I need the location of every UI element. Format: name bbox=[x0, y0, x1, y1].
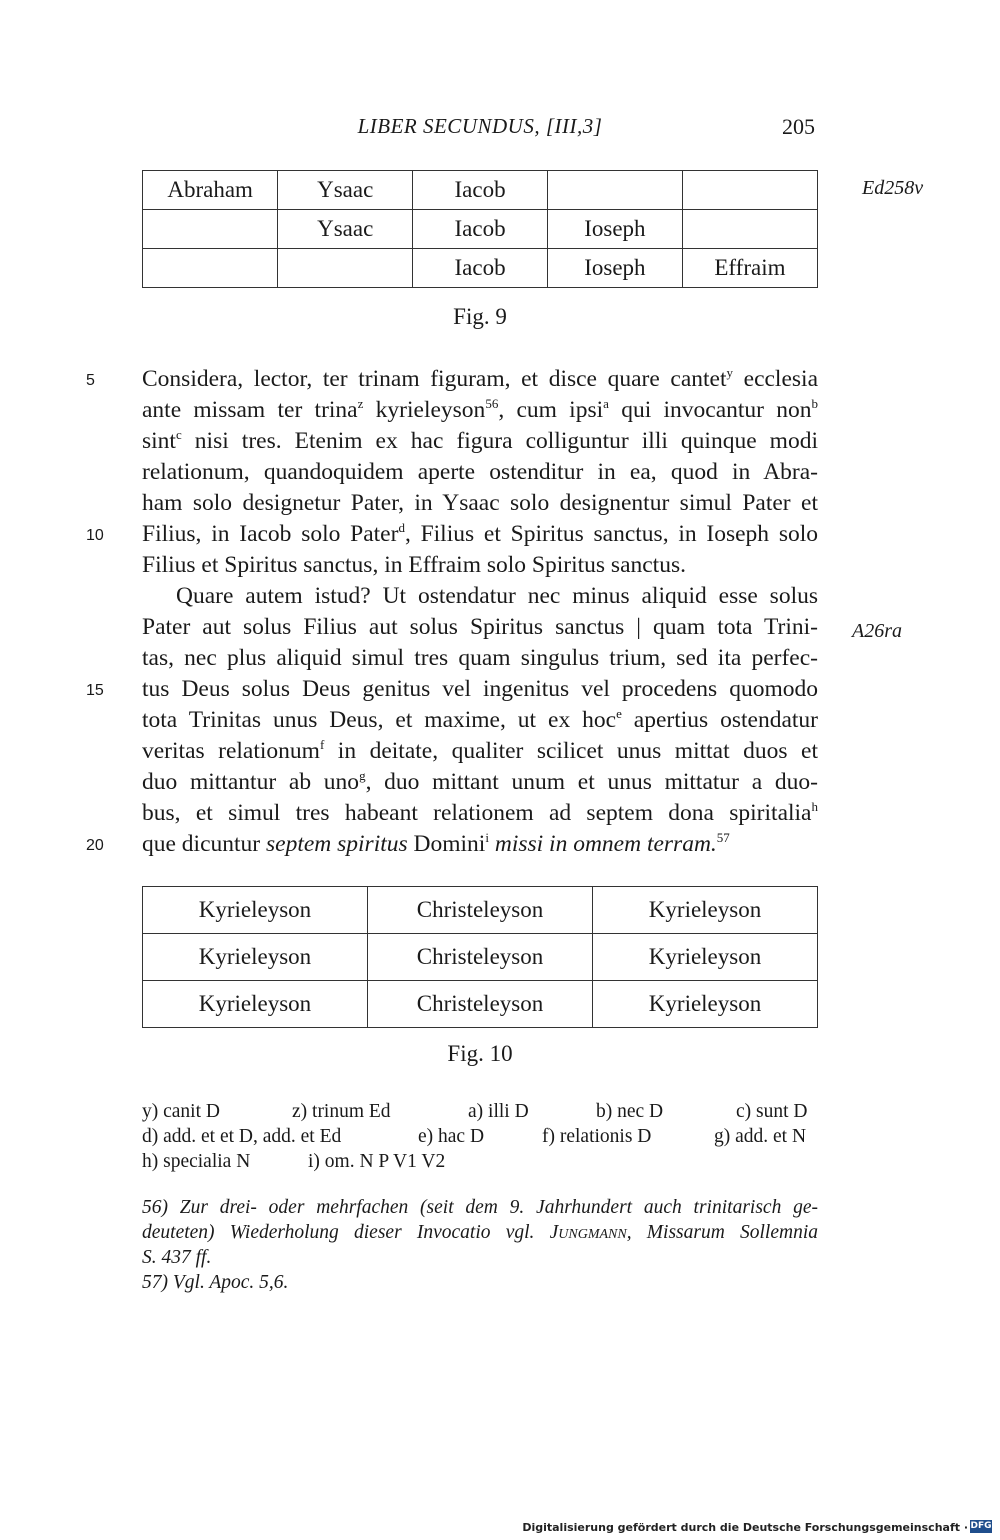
margin-note-ed258v: Ed258v bbox=[862, 177, 924, 199]
footnote-56-line bbox=[142, 1246, 818, 1270]
table-row bbox=[143, 934, 818, 981]
table-row bbox=[143, 249, 818, 288]
table-cell bbox=[682, 210, 817, 249]
margin-note-a26ra: A26ra bbox=[852, 620, 902, 642]
fig-9-table bbox=[142, 170, 818, 288]
table-cell: Kyrieleyson bbox=[593, 981, 818, 1028]
apparatus-note-f: f) relationis D bbox=[542, 1126, 652, 1147]
table-cell: Christeleyson bbox=[367, 934, 592, 981]
footnote-56-line bbox=[142, 1221, 818, 1245]
table-cell: Kyrieleyson bbox=[593, 934, 818, 981]
line-number: 5 bbox=[86, 372, 95, 389]
line-number: 15 bbox=[86, 682, 104, 699]
apparatus-note-i: i) om. N P V1 V2 bbox=[308, 1151, 446, 1172]
table-cell: Ioseph bbox=[547, 249, 682, 288]
table-cell: Christeleyson bbox=[367, 981, 592, 1028]
text-line: Considera, lector, ter trinam figuram, et disce quare cantet$^y$ ecclesia bbox=[142, 365, 818, 392]
text-line: ante missam ter trina$^z$ kyrieleyson$^{56}$, cum ipsi$^a$ qui invocantur non$^b$ bbox=[142, 396, 818, 423]
table-cell: Ysaac bbox=[278, 210, 413, 249]
author-name: Jungmann bbox=[549, 1222, 627, 1243]
apparatus-note-y: y) canit D bbox=[142, 1101, 220, 1122]
line-number: 10 bbox=[86, 527, 104, 544]
table-cell bbox=[682, 171, 817, 210]
footnote-text: 57) Vgl. Apoc. 5,6. bbox=[142, 1272, 289, 1293]
apparatus-note-e: e) hac D bbox=[418, 1126, 485, 1147]
apparatus-note-c: c) sunt D bbox=[736, 1101, 808, 1122]
table-cell bbox=[143, 249, 278, 288]
table-cell: Iacob bbox=[413, 249, 548, 288]
dfg-logo: DFG bbox=[970, 1521, 992, 1531]
text-line: tota Trinitas unus Deus, et maxime, ut ex hoc$^e$ apertius ostendatur bbox=[142, 706, 818, 733]
table-cell: Iacob bbox=[413, 171, 548, 210]
text-line: Filius, in Iacob solo Pater$^d$, Filius et Spiritus sanctus, in Ioseph solo bbox=[142, 520, 818, 547]
apparatus-note-a: a) illi D bbox=[468, 1101, 529, 1122]
text-line: que dicuntur septem spiritus Domini$^i$ missi in omnem terram.$^{57}$ bbox=[142, 830, 730, 857]
page-number: 205 bbox=[782, 114, 815, 139]
table-cell: Kyrieleyson bbox=[143, 887, 368, 934]
fig-10-table bbox=[142, 886, 818, 1028]
table-cell: Kyrieleyson bbox=[143, 981, 368, 1028]
table-row bbox=[143, 210, 818, 249]
table-cell bbox=[143, 210, 278, 249]
apparatus-note-d: d) add. et et D, add. et Ed bbox=[142, 1126, 342, 1147]
text-line: tus Deus solus Deus genitus vel ingenitus vel procedens quomodo bbox=[142, 676, 818, 702]
table-cell: Kyrieleyson bbox=[143, 934, 368, 981]
fig-10-caption: Fig. 10 bbox=[447, 1041, 513, 1066]
table-cell: Christeleyson bbox=[367, 887, 592, 934]
digitization-credit: Digitalisierung gefördert durch die Deutsche Forschungsgemeinschaft · bbox=[522, 1521, 968, 1534]
footnote-56-line bbox=[142, 1196, 818, 1220]
text-line: ham solo designetur Pater, in Ysaac solo designentur simul Pater et bbox=[142, 490, 818, 516]
table-cell: Abraham bbox=[143, 171, 278, 210]
footnote-text: deuteten) Wiederholung dieser Invocatio vgl. bbox=[142, 1222, 550, 1243]
table-cell: Iacob bbox=[413, 210, 548, 249]
footnote-57 bbox=[142, 1271, 818, 1295]
text-line: Pater aut solus Filius aut solus Spiritus sanctus | quam tota Trini- bbox=[142, 614, 818, 640]
running-title: LIBER SECUNDUS, [III,3] bbox=[357, 114, 603, 138]
text-line: bus, et simul tres habeant relationem ad septem dona spiritalia$^h$ bbox=[142, 799, 818, 826]
footnote-text: , Missarum Sollemnia bbox=[626, 1222, 818, 1243]
text-line: veritas relationum$^f$ in deitate, qualiter scilicet unus mittat duos et bbox=[142, 737, 818, 764]
table-cell: Effraim bbox=[682, 249, 817, 288]
text-line: tas, nec plus aliquid simul tres quam singulus trium, sed ita perfec- bbox=[142, 645, 818, 671]
footnote-text: 56) Zur drei- oder mehrfachen (seit dem 9. Jahrhundert auch trinitarisch ge- bbox=[142, 1197, 818, 1218]
table-cell: Ysaac bbox=[278, 171, 413, 210]
fig-9-caption: Fig. 9 bbox=[453, 304, 507, 329]
text-line: sint$^c$ nisi tres. Etenim ex hac figura colliguntur illi quinque modi bbox=[142, 427, 818, 454]
apparatus-note-g: g) add. et N bbox=[714, 1126, 807, 1147]
footnote-text: S. 437 ff. bbox=[142, 1247, 212, 1268]
table-cell bbox=[547, 171, 682, 210]
text-line: relationum, quandoquidem aperte ostenditur in ea, quod in Abra- bbox=[142, 459, 818, 485]
text-line: Quare autem istud? Ut ostendatur nec minus aliquid esse solus bbox=[176, 583, 818, 609]
apparatus-note-h: h) specialia N bbox=[142, 1151, 251, 1172]
table-cell bbox=[278, 249, 413, 288]
text-line: duo mittantur ab uno$^g$, duo mittant unum et unus mittatur a duo- bbox=[142, 768, 818, 795]
table-cell: Kyrieleyson bbox=[593, 887, 818, 934]
line-number: 20 bbox=[86, 837, 104, 854]
table-row bbox=[143, 887, 818, 934]
apparatus-note-b: b) nec D bbox=[596, 1101, 664, 1122]
table-cell: Ioseph bbox=[547, 210, 682, 249]
table-row bbox=[143, 981, 818, 1028]
apparatus-note-z: z) trinum Ed bbox=[292, 1101, 391, 1122]
text-line: Filius et Spiritus sanctus, in Effraim solo Spiritus sanctus. bbox=[142, 552, 686, 578]
table-row bbox=[143, 171, 818, 210]
